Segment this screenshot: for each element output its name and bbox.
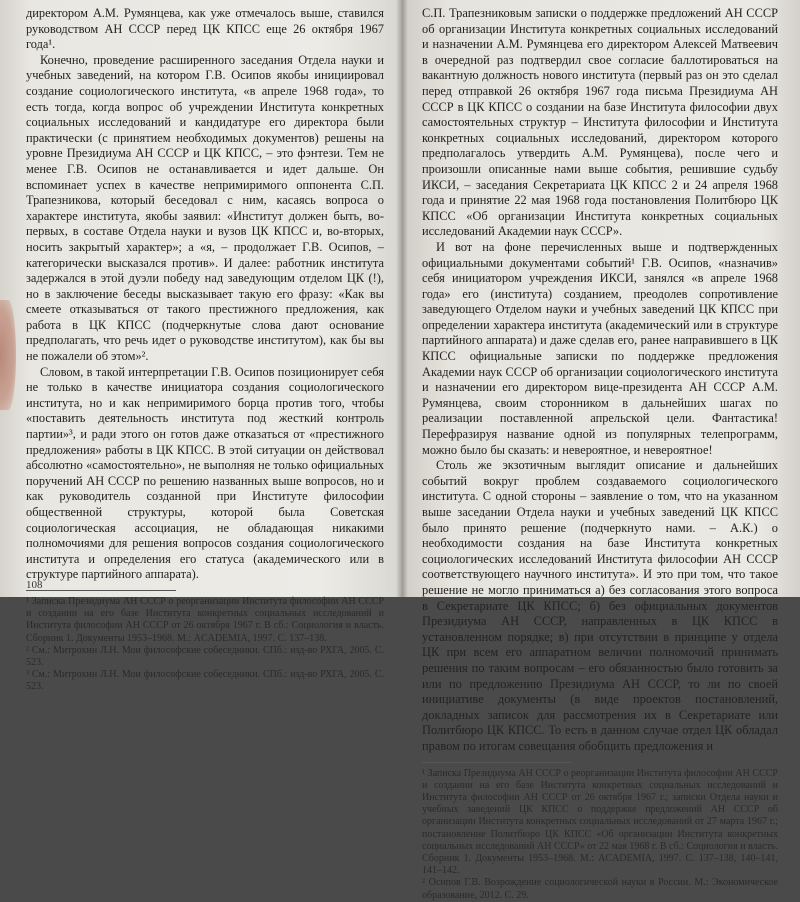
left-paragraph-2: Конечно, проведение расширенного заседания Отдела науки и учебных заведений, на котором Г.В. Осипов якобы инициировал создание социологического института, «в апреле 1968 года», то есть тогда, когда вопрос об учреждении Института конкретных социальных исследований и кандидатуре его директора были практически (с принятием необходимых документов) решены на уровне Президиума АН СССР и ЦК КПСС, – это фэнтези. Тем не менее Г.В. Осипов не останавливается и идет дальше. Он вспоминает успех в качестве непримиримого оппонента С.П. Трапезникова, который беседовал с ним, касаясь вопроса о характере института, якобы заявил: «Институт должен быть, во-первых, в составе Отдела науки и вузов ЦК КПСС и, во-вторых, носить закрытый характер»; а «я, – продолжает Г.В. Осипов, – категорически высказался против». И далее: работник института задержался в этой дуэли победу над заведующим отделом ЦК (!), но в заключение беседы высказывает такую его фразу: «Как вы смеете отказываться от такого престижного предложения, как работа в ЦК КПСС (подчеркнутые слова дают основание предполагать, что речь идет о руководстве институтом), как бы вы не пожалели об этом»².: [26, 52, 384, 364]
left-page: [0, 0, 402, 693]
left-footnote-1: ¹ Записка Президиума АН СССР о реорганизации Института философии АН СССР и создании на его базе Института конкретных социальных исследований и Института философии АН СССР от 26 октября 1967 г. В сб.: Социология и власть. Сборник 1. Документы 1953–1968. М.: ACADEMIA, 1997. С. 137–138.: [26, 595, 384, 644]
right-paragraph-1: С.П. Трапезниковым записки о поддержке предложений АН СССР об организации Института конкретных социальных исследований и назначении А.М. Румянцева его директором Алексей Матвеевич в очередной раз подтвердил свое согласие баллотироваться на вакантную должность нового института (первый раз он это сделал перед отправкой 26 октября 1967 года письма Президиума АН СССР в ЦК КПСС о создании на базе Института философии двух самостоятельных структур – Института философии и Института конкретных социальных исследований, директором которого предполагалось утвердить А.М. Румянцева), после чего и произошли описанные нами выше события, решившие судьбу ИКСИ, – заседания Секретариата ЦК КПСС 2 и 24 апреля 1968 года и принятие 22 мая 1968 года постановления Политбюро ЦК КПСС «Об организации Института конкретных социальных исследований Академии наук СССР».: [422, 6, 778, 239]
right-paragraph-2: И вот на фоне перечисленных выше и подтвержденных официальными документами событий¹ Г.В. Осипов, «назначив» себя инициатором учреждения ИКСИ, занялся «в апреле 1968 года» его (института) созданием, преодолев сопротивление заведующего Отделом науки и учебных заведений ЦК КПСС при определении характера института (академический или в структуре партийного аппарата) и даже сделав его, ранее направившего в ЦК КПСС официальные записки по поддержке предложения Академии наук СССР об организации социологического института и назначении его директором вице-президента АН СССР А.М. Румянцева, своим сторонником в дальнейших шагах по реализации поставленной апрельской цели. Фантастика! Перефразируя название одной из популярных телепрограмм, можно было бы сказать: и невероятное, и невероятное!: [422, 239, 778, 457]
footnote-divider: [26, 590, 176, 591]
left-paragraph-1: директором А.М. Румянцева, как уже отмечалось выше, ставился руководством АН СССР перед ЦК КПСС еще 26 октября 1967 года¹.: [26, 6, 384, 52]
right-paragraph-3: Столь же экзотичным выглядит описание и дальнейших событий вокруг проблем создаваемого социологического института. С одной стороны – заявление о том, что на указанном выше заседании Отдела науки и учебных заведений ЦК КПСС было принято решение (подчеркнуто нами. – А.К.) о необходимости создания на базе Института конкретных социологических исследований Института философии АН СССР соответствующего научного института». И это при том, что такое решение не могло приниматься а) без согласования этого вопроса в Секретариате ЦК КПСС; б) без официальных документов Президиума АН СССР, направленных в ЦК КПСС в установленном порядке; в) при отсутствии в принципе у отдела ЦК при всем его аппаратном величии полномочий принимать решения по таким вопросам – его обязанностью было готовить за или по предложению Президиума АН СССР, то ли по своей инициативе документы (в виде проектов постановлений, докладных записок для рассмотрения их в Секретариате или Политбюро ЦК КПСС. То есть в данном случае отдел ЦК обладал правом по итогам совещания обобщить предложения и: [422, 458, 778, 753]
right-page: [402, 0, 800, 901]
right-footnote-1: ¹ Записка Президиума АН СССР о реорганизации Института философии АН СССР и создании на его базе Института конкретных социальных исследований и Института философии АН СССР от 26 октября 1967 г.; записки Отдела науки и учебных заведений ЦК КПСС о поддержке предложений АН СССР об организации Института конкретных социальных исследований от 27 марта 1967 г.; постановление Политбюро ЦК КПСС «Об организации Института конкретных социальных исследований АН СССР» от 22 мая 1968 г. В сб.: Социология и власть. Сборник 1. Документы 1953–1968. М.: ACADEMIA, 1997. С. 137–138, 140–141, 141–142.: [422, 767, 778, 877]
right-footnote-2: ² Осипов Г.В. Возрождение социологической науки в России. М.: Экономическое образование, 2012. С. 29.: [422, 877, 778, 901]
page-number: 108: [26, 579, 43, 591]
left-paragraph-3: Словом, в такой интерпретации Г.В. Осипов позиционирует себя не только в качестве инициатора создания социологического института, но и как непримиримого борца против того, чтобы «поставить деятельность института под жесткий контроль партии»³, и ради этого он готов даже отказаться от «престижного предложения» работы в ЦК КПСС. В этой ситуации он действовал абсолютно «самостоятельно», не выполняя не только официальных поручений АН СССР по решению названных выше вопросов, но и как руководитель созданной при Институте философии общественной структуры, которой была Советская социологическая ассоциация, не обладающая никакими полномочиями для решения вопросов создания социологического института и определения его статуса (академического или в структуре партийного аппарата).: [26, 364, 384, 582]
left-footnote-2: ² См.: Митрохин Л.Н. Мои философские собеседники. СПб.: изд-во РХГА, 2005. С. 523.: [26, 644, 384, 668]
book-gutter: [396, 0, 408, 597]
left-footnote-3: ³ См.: Митрохин Л.Н. Мои философские собеседники. СПб.: изд-во РХГА, 2005. С. 523.: [26, 669, 384, 693]
footnote-divider: [422, 762, 572, 763]
reader-thumb: [0, 300, 16, 410]
